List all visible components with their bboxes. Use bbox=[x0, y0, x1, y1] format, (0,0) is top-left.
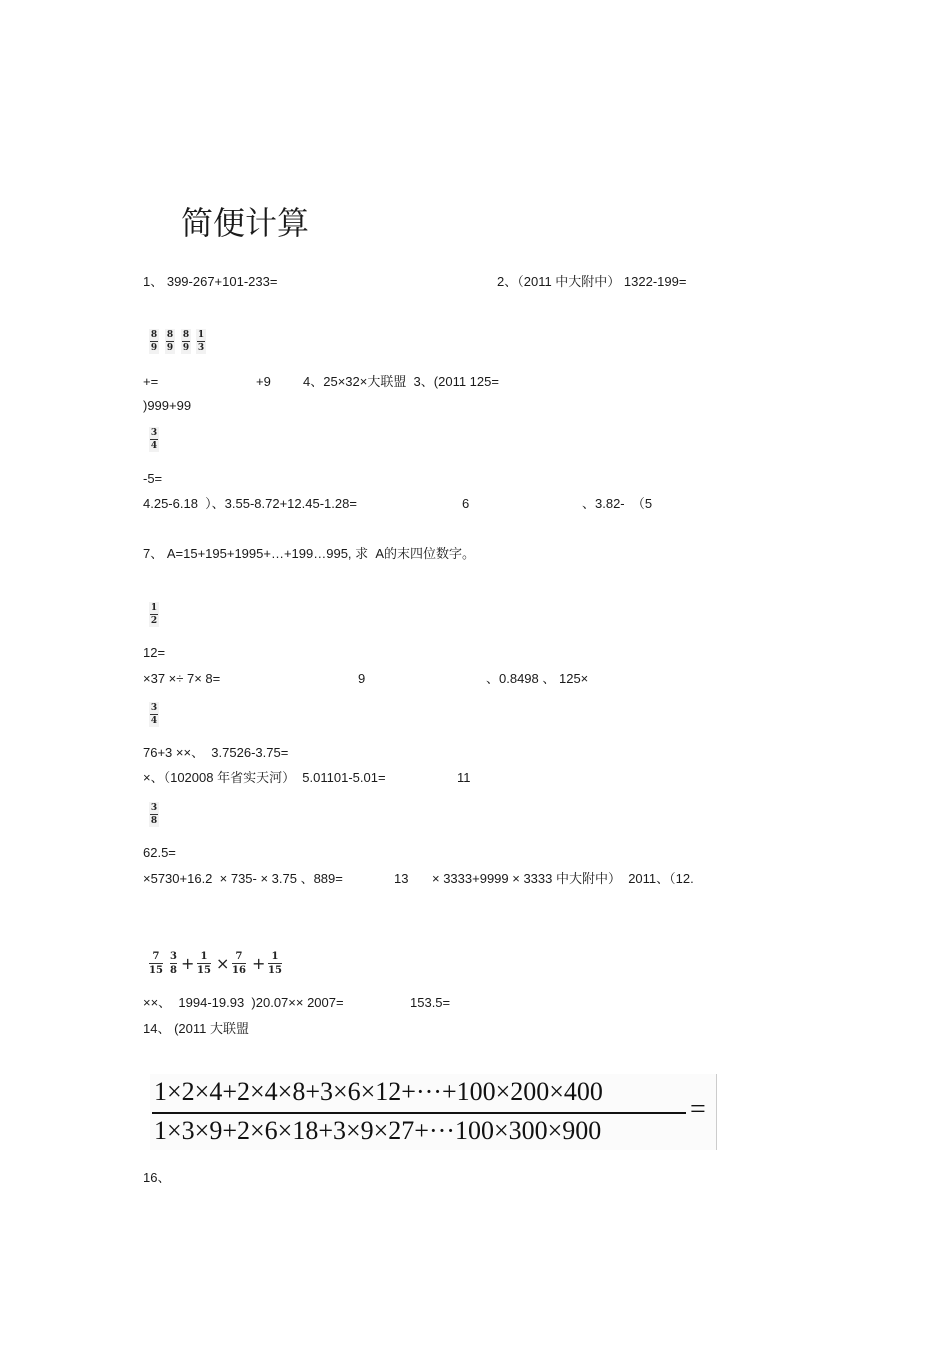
big-fraction-image bbox=[150, 1074, 717, 1150]
fraction-image: 1 3 bbox=[197, 330, 205, 353]
problem-2: 2、（2011 中大附中） 1322-199= bbox=[497, 274, 687, 289]
page-title: 简便计算 bbox=[181, 204, 310, 242]
fraction-image: 1 2 bbox=[150, 603, 158, 626]
big-fraction-numerator: 1×2×4+2×4×8+3×6×12+···+100×200×400 bbox=[154, 1077, 603, 1106]
big-fraction-denominator: 1×3×9+2×6×18+3×9×27+···100×300×900 bbox=[154, 1116, 602, 1145]
problem-13: × 3333+9999 × 3333 中大附中） 2011、（12. bbox=[432, 871, 694, 886]
fraction-image: 8 9 bbox=[166, 330, 174, 353]
problem-7: 7、 A=15+195+1995+…+199…995, 求 A的末四位数字。 bbox=[143, 546, 476, 561]
fraction-bar bbox=[152, 1112, 686, 1114]
text-line: )999+99 bbox=[143, 398, 192, 413]
fraction-image: 3 4 bbox=[150, 428, 158, 451]
text-line: 62.5= bbox=[143, 845, 176, 860]
problem-number: 6 bbox=[462, 496, 470, 511]
fraction-image: 1 15 bbox=[197, 951, 211, 976]
problem-10: 76+3 ××、 3.7526-3.75= bbox=[143, 745, 289, 760]
problem-8: ×37 ×÷ 7× 8= bbox=[143, 671, 221, 686]
fraction-image: 3 8 bbox=[170, 951, 177, 976]
problem-5: 4.25-6.18 ）、3.55-8.72+12.45-1.28= bbox=[143, 496, 357, 511]
equals-sign: = bbox=[690, 1094, 706, 1125]
problem-4: 4、25×32×大联盟 3、(2011 125= bbox=[303, 374, 499, 389]
text-line: -5= bbox=[143, 471, 163, 486]
problem-12: ×5730+16.2 × 735- × 3.75 、889= bbox=[143, 871, 343, 886]
problem-14-heading: 14、 (2011 大联盟 bbox=[143, 1021, 249, 1036]
problem-16: 16、 bbox=[143, 1170, 171, 1185]
problem-number: 9 bbox=[358, 671, 366, 686]
fraction-image: 8 9 bbox=[182, 330, 190, 353]
problem-number: 13 bbox=[394, 871, 409, 886]
fraction-image: 3 4 bbox=[150, 703, 158, 726]
fraction-image: 3 8 bbox=[150, 803, 158, 826]
plus-sign: + bbox=[181, 954, 195, 973]
plus-sign: + bbox=[252, 954, 266, 973]
text-line: += bbox=[143, 374, 159, 389]
problem-11: ×、（102008 年省实天河） 5.01101-5.01= bbox=[143, 770, 386, 785]
fraction-image: 7 15 bbox=[149, 951, 163, 976]
problem-1: 1、 399-267+101-233= bbox=[143, 274, 278, 289]
fraction-image: 7 16 bbox=[232, 951, 246, 976]
problem-9: 、0.8498 、 125× bbox=[486, 671, 589, 686]
problem-number: 11 bbox=[457, 770, 471, 785]
fraction-image: 8 9 bbox=[150, 330, 158, 353]
fraction-image: 1 15 bbox=[268, 951, 282, 976]
text-line: 12= bbox=[143, 645, 166, 660]
problem-6: 、3.82- （5 bbox=[582, 496, 653, 511]
times-sign: × bbox=[216, 954, 230, 973]
problem-14: ××、 1994-19.93 )20.07×× 2007= bbox=[143, 995, 344, 1010]
problem-15: 153.5= bbox=[410, 995, 451, 1010]
text-line: +9 bbox=[256, 374, 271, 389]
